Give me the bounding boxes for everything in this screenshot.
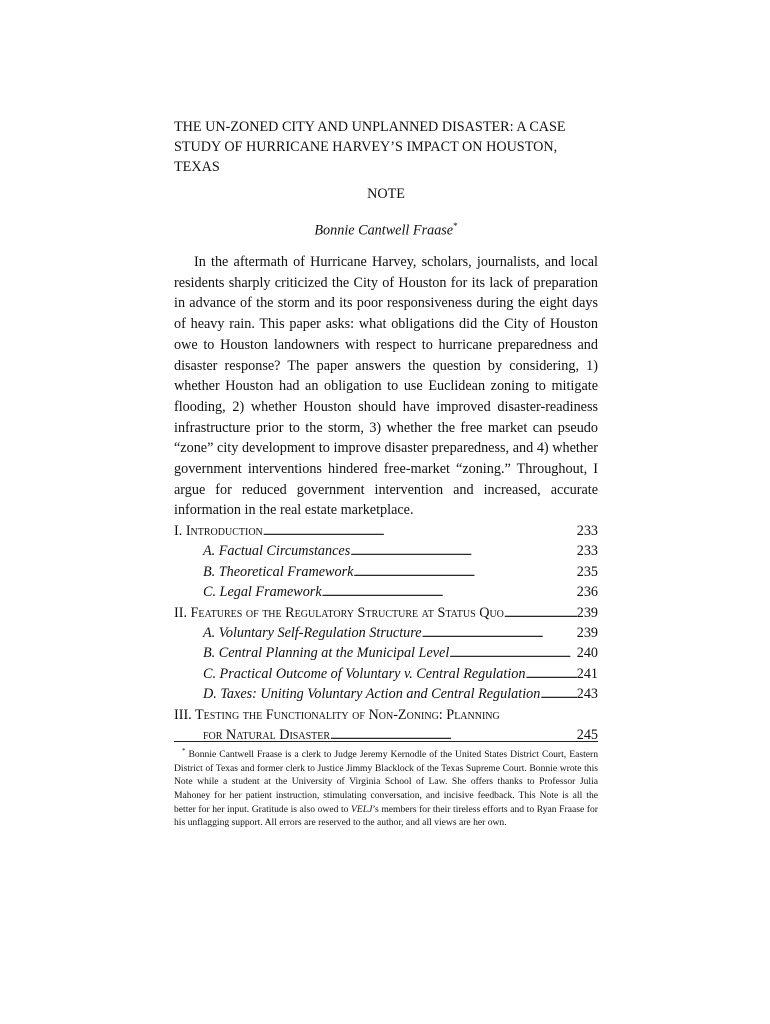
toc-entry-label: D. Taxes: Uniting Voluntary Action and Central Regulation <box>203 686 541 703</box>
author-line <box>174 221 598 240</box>
toc-entry[interactable] <box>174 623 598 643</box>
toc-leader-dots <box>422 623 577 643</box>
toc-page-number: 241 <box>576 665 598 682</box>
toc-leader-dots <box>504 603 577 623</box>
toc-entry[interactable] <box>174 664 598 684</box>
toc-leader-dots <box>263 521 577 541</box>
toc-entry-label: B. Central Planning at the Municipal Level <box>203 645 450 662</box>
toc-entry-label: C. Practical Outcome of Voluntary v. Central Regulation <box>203 665 526 682</box>
toc-entry-label: A. Voluntary Self-Regulation Structure <box>203 625 422 642</box>
toc-entry[interactable] <box>174 684 598 704</box>
toc-entry-label: II. Features of the Regulatory Structure at Status Quo <box>174 604 504 621</box>
toc-page-number: 243 <box>576 686 598 703</box>
toc-entry[interactable] <box>174 562 598 582</box>
toc-entry[interactable] <box>174 603 598 623</box>
toc-page-number: 233 <box>576 523 598 539</box>
toc-leader-dots <box>350 541 576 561</box>
toc-entry[interactable] <box>174 521 598 541</box>
toc-entry[interactable] <box>174 705 598 725</box>
toc-entry[interactable] <box>174 582 598 602</box>
toc-page-number: 239 <box>576 625 598 642</box>
footnote <box>174 745 598 830</box>
toc-page-number: 236 <box>576 584 598 601</box>
table-of-contents <box>174 521 598 745</box>
toc-leader-dots <box>330 725 577 745</box>
footnote-divider <box>174 741 598 742</box>
toc-entry-label: for Natural Disaster <box>203 727 331 744</box>
toc-leader-dots <box>353 562 576 582</box>
author-footnote-marker[interactable]: * <box>453 221 458 231</box>
toc-page-number: 245 <box>576 727 598 744</box>
toc-page-number: 233 <box>576 543 598 560</box>
toc-entry-label: B. Theoretical Framework <box>203 563 354 580</box>
toc-leader-dots <box>449 643 576 663</box>
toc-page-number: 235 <box>576 563 598 580</box>
toc-entry-label: C. Legal Framework <box>203 584 322 601</box>
toc-entry[interactable] <box>174 643 598 663</box>
toc-entry-label: I. Introduction <box>174 523 263 539</box>
toc-entry-continuation[interactable] <box>174 725 598 745</box>
journal-name: VELJ <box>351 803 373 815</box>
toc-page-number: 239 <box>576 604 598 621</box>
footnote-text-continued: ’s members for their tireless efforts and to Ryan Fraase for his unflagging support. All errors are reserved to the author, and all views are her own. <box>174 803 598 829</box>
abstract-paragraph: In the aftermath of Hurricane Harvey, scholars, journalists, and local residents sharply criticized the City of Houston for its lack of preparation in advance of the storm and its poor responsiveness during the eight days of heavy rain. This paper asks: what obligations did the City of Houston owe to Houston landowners with respect to hurricane preparedness and disaster response? The paper answers the question by considering, 1) whether Houston had an obligation to use Euclidean zoning to mitigate flooding, 2) whether Houston should have improved disaster-readiness infrastructure prior to the storm, 3) whether the free market can pseudo “zone” city development to improve disaster preparedness, and 4) whether government interventions hindered free-market “zoning.” Throughout, I argue for reduced government intervention and increased, accurate information in the real estate marketplace. <box>174 254 598 519</box>
article-title: THE UN-ZONED CITY AND UNPLANNED DISASTER: A CASE STUDY OF HURRICANE HARVEY’S IMPACT ON HOUSTON, TEXAS <box>174 119 566 175</box>
toc-entry[interactable] <box>174 541 598 561</box>
toc-entry-label: A. Factual Circumstances <box>203 543 351 560</box>
toc-entry-label: III. Testing the Functionality of Non-Zoning: Planning <box>174 706 500 723</box>
author-name: Bonnie Cantwell Fraase <box>314 222 454 239</box>
note-label: NOTE <box>367 186 405 202</box>
toc-leader-dots <box>322 582 577 602</box>
toc-leader-dots <box>540 684 576 704</box>
toc-leader-dots <box>525 664 576 684</box>
footnote-text: Bonnie Cantwell Fraase is a clerk to Judge Jeremy Kernodle of the United States District Court, Eastern District of Texas and former clerk to Justice Jimmy Blacklock of the Texas Supreme Court. Bonnie wrote this Note while a student at the University of Virginia School of Law. She offers thanks to Professor Julia Mahoney for her patient instruction, stimulating conversation, and incisive feedback. This Note is all the better for her input. Gratitude is also owed to <box>174 749 598 815</box>
toc-page-number: 240 <box>576 645 598 662</box>
footnote-marker: * <box>182 747 186 755</box>
